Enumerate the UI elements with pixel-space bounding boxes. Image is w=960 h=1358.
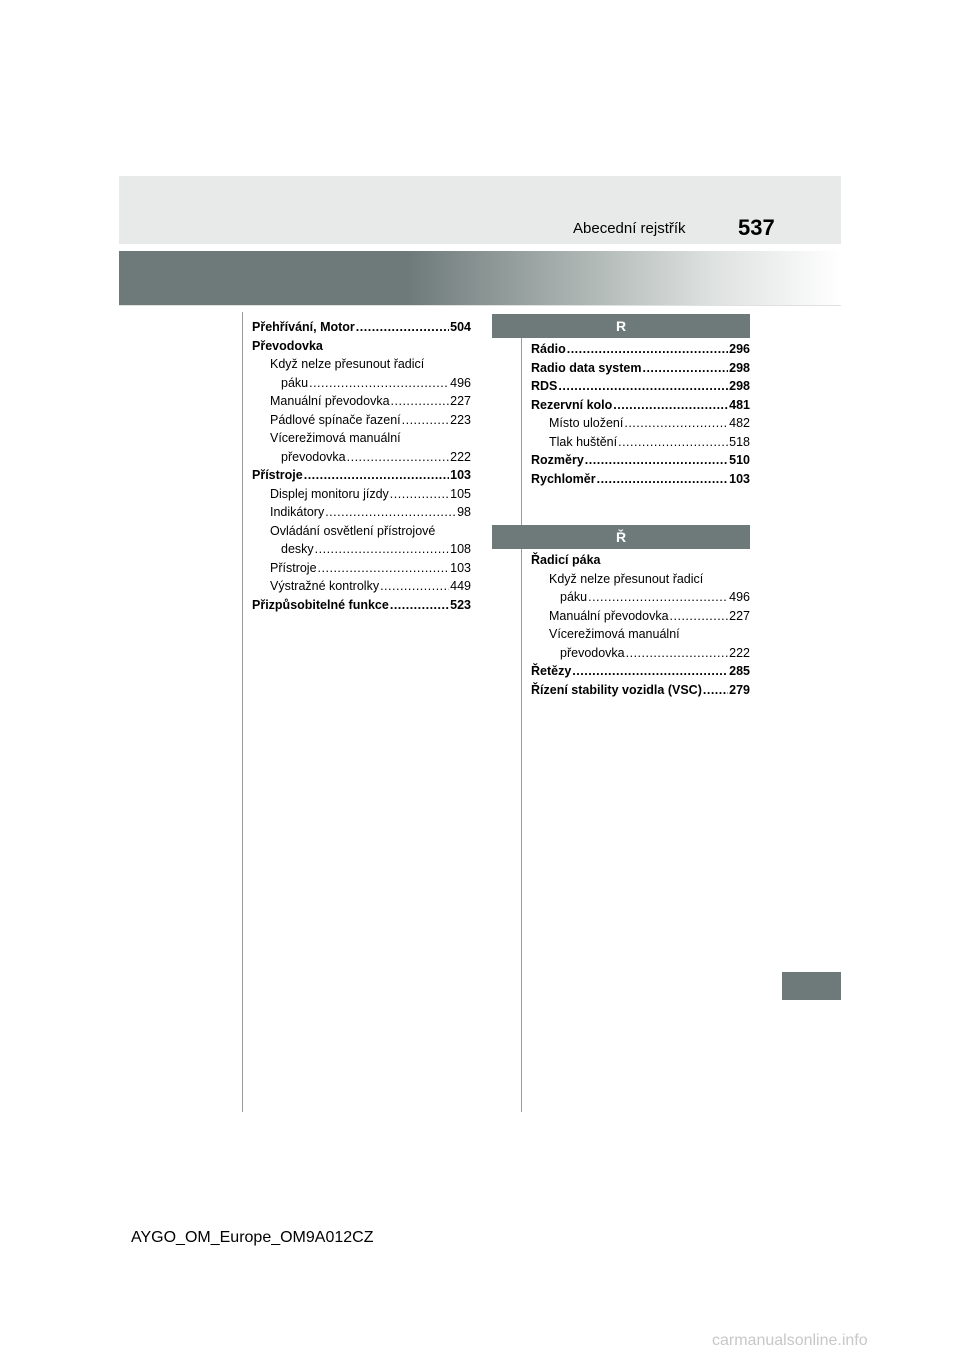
dot-leader [309,374,449,393]
index-entry-page: 523 [450,597,471,612]
index-entry [531,451,750,470]
index-entry [252,374,471,393]
dot-leader [613,396,728,415]
dot-leader [585,451,728,470]
index-entry-label: Řetězy [531,664,572,678]
index-subentry-text: Když nelze přesunout řadicí [270,357,425,371]
index-entry-label: páku [560,590,588,604]
index-entry [531,340,750,359]
index-entry [252,411,471,430]
index-entry-label: RDS [531,379,558,393]
dot-leader [597,470,729,489]
index-entry-page: 105 [450,486,471,501]
page-title: Abecední rejstřík [573,220,686,237]
chapter-side-tab [782,972,841,1000]
index-entry-label: Tlak huštění [549,434,618,449]
index-entry [531,681,750,700]
dot-leader [624,414,728,433]
index-entry-page: 296 [729,342,750,356]
index-entry-page: 518 [729,434,750,449]
index-entry-page: 496 [450,375,471,390]
index-entry-page: 227 [729,608,750,623]
index-entry [252,503,471,522]
dot-leader [304,466,449,485]
dot-leader [380,577,449,596]
index-subentry-text: Ovládání osvětlení přístrojové [270,523,436,538]
index-entry-label: Indikátory [270,505,325,519]
index-entry-page: 222 [729,645,750,660]
header-divider [119,305,841,306]
index-entry-label: Rezervní kolo [531,397,613,412]
index-entry [531,588,750,607]
index-entry-page: 510 [729,453,750,467]
index-entry-page: 285 [729,664,750,678]
index-entry [252,318,471,337]
index-entry-label: převodovka [281,449,346,464]
watermark: carmanualsonline.info [712,1332,868,1349]
index-entry-label: Přístroje [270,560,317,575]
index-entry-page: 481 [729,397,750,412]
index-entry-page: 227 [450,394,471,408]
index-entry [252,559,471,578]
index-entry-page: 298 [729,379,750,393]
index-entry-page: 103 [729,471,750,486]
index-entry-page: 103 [450,468,471,482]
index-entry-page: 223 [450,412,471,427]
index-entry [531,607,750,626]
index-entry-page: 504 [450,320,471,334]
index-subentry-text: Vícerežimová manuální [549,627,680,641]
dot-leader [318,559,450,578]
index-entry-label: Místo uložení [549,416,624,430]
index-entry-label: Manuální převodovka [549,608,669,623]
index-entry [531,662,750,681]
left-index-column [252,318,471,614]
index-entry-page: 108 [450,542,471,556]
dot-leader [588,588,728,607]
index-entry [252,392,471,411]
dot-leader [703,681,728,700]
dot-leader [325,503,456,522]
index-entry-page: 496 [729,590,750,604]
dot-leader [391,392,450,411]
index-entry [252,540,471,559]
index-entry-page: 103 [450,560,471,575]
section-header-r: R [492,314,750,338]
dot-leader [567,340,728,359]
index-entry-label: Manuální převodovka [270,394,390,408]
index-entry [531,470,750,489]
index-entry-page: 298 [729,360,750,375]
index-entry [531,396,750,415]
index-entry-label: páku [281,375,309,390]
dot-leader [572,662,728,681]
index-entry-label: Přehřívání, Motor [252,320,355,334]
section-r-caron-entries [531,551,750,699]
index-heading: Převodovka [252,338,323,353]
index-entry [252,577,471,596]
dot-leader [402,411,450,430]
index-entry [252,485,471,504]
index-entry-page: 279 [729,682,750,697]
dot-leader [315,540,449,559]
index-subentry-text: Když nelze přesunout řadicí [549,571,704,586]
index-entry-label: Rozměry [531,453,584,467]
page-number: 537 [738,215,775,240]
index-entry [252,466,471,485]
index-entry-label: Řízení stability vozidla (VSC) [531,682,702,697]
document-id: AYGO_OM_Europe_OM9A012CZ [131,1229,374,1246]
index-entry-page: 449 [450,579,471,593]
left-column-divider [242,312,243,1112]
index-entry [252,596,471,615]
index-entry-label: Radio data system [531,360,642,375]
index-entry-label: Přizpůsobitelné funkce [252,597,389,612]
index-entry-label: desky [281,542,314,556]
index-entry-label: Přístroje [252,468,303,482]
section-r-entries [531,340,750,488]
dot-leader [390,485,449,504]
index-subentry-text: Vícerežimová manuální [270,431,401,445]
index-entry [531,433,750,452]
index-entry-label: Displej monitoru jízdy [270,486,389,501]
dot-leader [558,377,728,396]
index-entry [252,448,471,467]
index-entry-label: Rádio [531,342,566,356]
dot-leader [390,596,449,615]
dot-leader [626,644,729,663]
index-entry-label: převodovka [560,645,625,660]
index-entry-page: 222 [450,449,471,464]
index-entry [531,359,750,378]
index-heading: Řadicí páka [531,553,601,567]
index-entry-label: Výstražné kontrolky [270,579,380,593]
header-band [119,176,841,244]
index-entry-page: 98 [457,505,471,519]
section-header-r-caron: Ř [492,525,750,549]
dot-leader [618,433,728,452]
index-entry-label: Rychloměr [531,471,596,486]
middle-column-divider [521,336,522,1112]
index-entry-label: Pádlové spínače řazení [270,412,401,427]
dot-leader [670,607,729,626]
index-entry [531,644,750,663]
header-gradient-bar [119,251,841,305]
index-entry [531,377,750,396]
dot-leader [356,318,449,337]
index-entry [531,414,750,433]
index-entry-page: 482 [729,416,750,430]
dot-leader [347,448,450,467]
dot-leader [642,359,728,378]
